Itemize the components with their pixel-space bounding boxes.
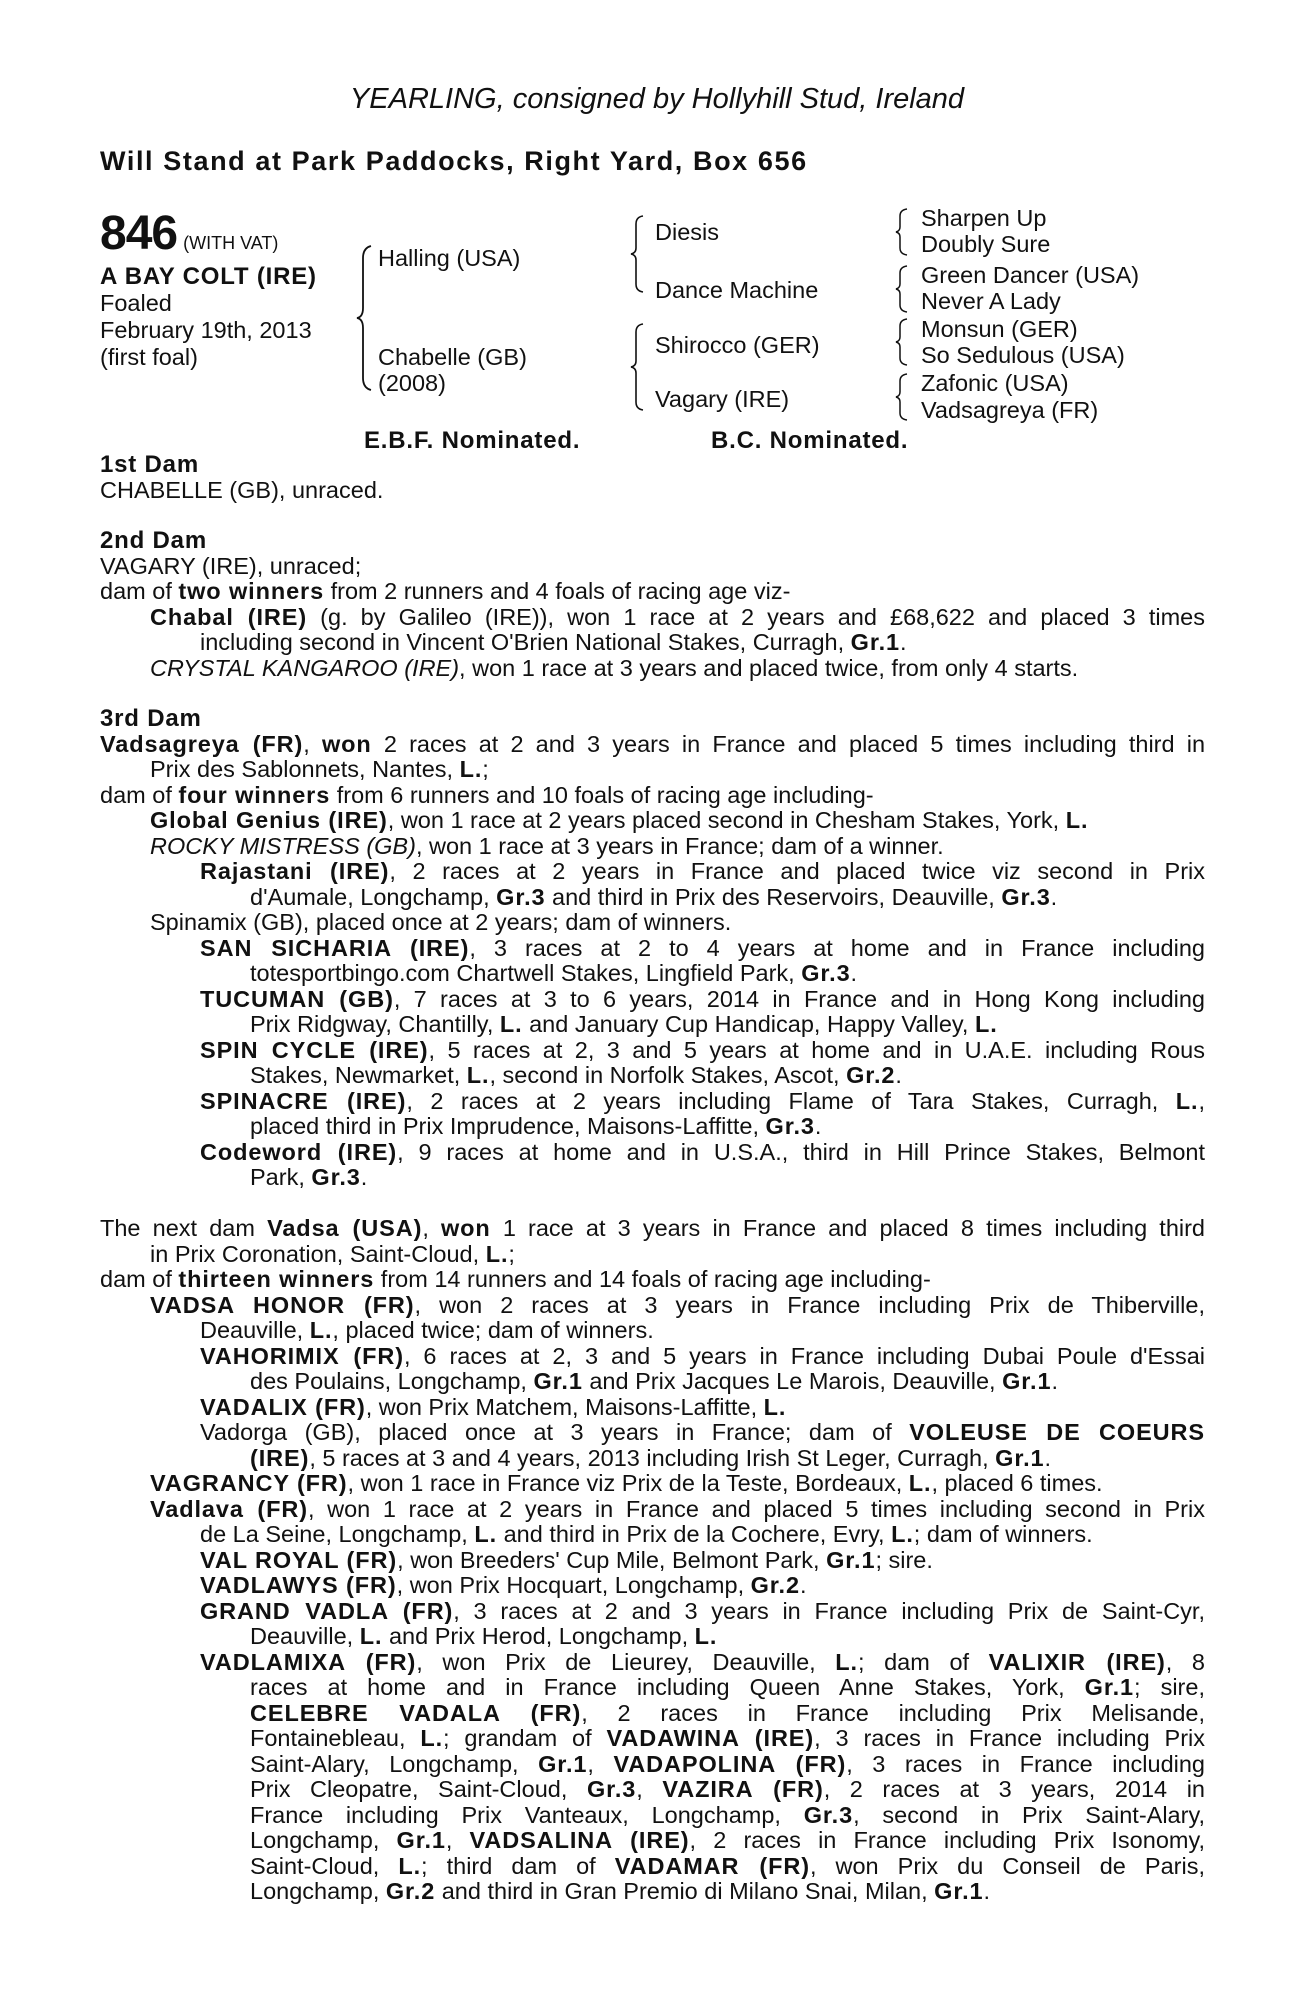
next-dam-line-20: CELEBRE VADALA (FR), 2 races in France including Prix Melisande, (250, 1700, 1205, 1726)
pedigree-brace-g3 (895, 317, 909, 367)
first-dam-text: CHABELLE (GB), unraced. (100, 476, 384, 503)
next-dam-line-5: Deauville, L., placed twice; dam of winners. (200, 1317, 654, 1343)
stable-location: Will Stand at Park Paddocks, Right Yard, Box 656 (100, 146, 808, 176)
pedigree-brace-g4 (895, 372, 909, 422)
next-dam-line-9: Vadorga (GB), placed once at 3 years in France; dam of VOLEUSE DE COEURS (200, 1420, 1205, 1445)
vat-note: (WITH VAT) (183, 233, 279, 253)
next-dam-line-15: VADLAWYS (FR), won Prix Hocquart, Longchamp, Gr.2. (200, 1572, 807, 1598)
ancestor-8: Vadsagreya (FR) (921, 397, 1099, 423)
next-dam-line-19: races at home and in France including Queen Anne Stakes, York, Gr.1; sire, (250, 1675, 1205, 1700)
dam-year: (2008) (378, 370, 446, 396)
third-dam-line-10: totesportbingo.com Chartwell Stakes, Lingfield Park, Gr.3. (250, 960, 858, 986)
first-dam-heading: 1st Dam (100, 451, 199, 478)
next-dam-line-23: Prix Cleopatre, Saint-Cloud, Gr.3, VAZIRA (FR), 2 races at 3 years, 2014 in (250, 1777, 1205, 1802)
next-dam-line-18: VADLAMIXA (FR), won Prix de Lieurey, Deauville, L.; dam of VALIXIR (IRE), 8 (200, 1649, 1205, 1675)
pedigree-brace-g1 (895, 207, 909, 257)
ancestor-7: Zafonic (USA) (921, 370, 1069, 396)
third-dam-line-13: SPIN CYCLE (IRE), 5 races at 2, 3 and 5 years at home and in U.A.E. including Rous (200, 1037, 1205, 1063)
next-dam-section (100, 1216, 1205, 1905)
first-dam-section (100, 452, 1205, 503)
ancestor-5: Monsun (GER) (921, 316, 1078, 342)
next-dam-line-17: Deauville, L. and Prix Herod, Longchamp, L. (250, 1623, 718, 1649)
pedigree-brace-sire (630, 214, 646, 294)
next-dam-line-25: Longchamp, Gr.1, VADSALINA (IRE), 2 races in France including Prix Isonomy, (250, 1828, 1205, 1853)
pedigree-brace-dam (630, 322, 646, 412)
next-dam-line-7: des Poulains, Longchamp, Gr.1 and Prix Jacques Le Marois, Deauville, Gr.1. (250, 1368, 1058, 1394)
lot-number: 846 (100, 207, 178, 260)
second-dam-section (100, 528, 1205, 681)
next-dam-line-3: dam of thirteen winners from 14 runners and 14 foals of racing age including- (100, 1266, 931, 1292)
second-dam-line-1: VAGARY (IRE), unraced; (100, 552, 362, 579)
ancestor-2: Doubly Sure (921, 231, 1051, 257)
sire: Halling (USA) (378, 245, 521, 271)
next-dam-line-2: in Prix Coronation, Saint-Cloud, L.; (150, 1240, 515, 1267)
next-dam-line-21: Fontainebleau, L.; grandam of VADAWINA (IRE), 3 races in France including Prix (250, 1726, 1205, 1751)
next-dam-line-22: Saint-Alary, Longchamp, Gr.1, VADAPOLINA (FR), 3 races in France including (250, 1751, 1205, 1777)
next-dam-line-13: de La Seine, Longchamp, L. and third in Prix de la Cochere, Evry, L.; dam of winners. (200, 1521, 1093, 1547)
next-dam-line-8: VADALIX (FR), won Prix Matchem, Maisons-Laffitte, L. (200, 1393, 787, 1420)
third-dam-line-3: dam of four winners from 6 runners and 10 foals of racing age including- (100, 781, 874, 808)
ebf-nominated: E.B.F. Nominated. (364, 427, 581, 454)
ancestor-3: Green Dancer (USA) (921, 262, 1140, 288)
third-dam-line-2: Prix des Sablonnets, Nantes, L.; (150, 756, 489, 782)
second-dam-line-5: CRYSTAL KANGAROO (IRE), won 1 race at 3 years and placed twice, from only 4 starts. (150, 654, 1079, 681)
next-dam-line-27: Longchamp, Gr.2 and third in Gran Premio di Milano Snai, Milan, Gr.1. (250, 1878, 991, 1904)
dam-sire: Shirocco (GER) (655, 332, 820, 358)
third-dam-line-16: placed third in Prix Imprudence, Maisons-Laffitte, Gr.3. (250, 1113, 822, 1139)
third-dam-line-1: Vadsagreya (FR), won 2 races at 2 and 3 years in France and placed 5 times including third in (100, 731, 1205, 757)
next-dam-line-10: (IRE), 5 races at 3 and 4 years, 2013 including Irish St Leger, Curragh, Gr.1. (250, 1444, 1052, 1471)
sire-sire: Diesis (655, 219, 719, 245)
first-foal-note: (first foal) (100, 344, 198, 370)
next-dam-line-6: VAHORIMIX (FR), 6 races at 2, 3 and 5 years in France including Dubai Poule d'Essai (200, 1343, 1205, 1369)
horse-name: A BAY COLT (IRE) (100, 263, 317, 290)
ancestor-1: Sharpen Up (921, 205, 1047, 231)
third-dam-line-4: Global Genius (IRE), won 1 race at 2 years placed second in Chesham Stakes, York, L. (150, 807, 1089, 833)
second-dam-line-2: dam of two winners from 2 runners and 4 foals of racing age viz- (100, 578, 791, 604)
second-dam-line-3: Chabal (IRE) (g. by Galileo (IRE)), won 1 race at 2 years and £68,622 and placed 3 times (150, 604, 1205, 630)
next-dam-line-1: The next dam Vadsa (USA), won 1 race at 3 years in France and placed 8 times including third (100, 1216, 1205, 1241)
third-dam-line-12: Prix Ridgway, Chantilly, L. and January Cup Handicap, Happy Valley, L. (250, 1011, 998, 1037)
next-dam-line-14: VAL ROYAL (FR), won Breeders' Cup Mile, Belmont Park, Gr.1; sire. (200, 1546, 933, 1573)
lot-info (100, 208, 278, 260)
catalogue-title: YEARLING, consigned by Hollyhill Stud, Ireland (349, 83, 965, 115)
bc-nominated: B.C. Nominated. (711, 427, 909, 454)
third-dam-section (100, 706, 1205, 1191)
next-dam-line-24: France including Prix Vanteaux, Longchamp, Gr.3, second in Prix Saint-Alary, (250, 1802, 1205, 1828)
third-dam-line-14: Stakes, Newmarket, L., second in Norfolk Stakes, Ascot, Gr.2. (250, 1062, 902, 1088)
third-dam-line-5: ROCKY MISTRESS (GB), won 1 race at 3 years in France; dam of a winner. (150, 832, 944, 859)
third-dam-line-18: Park, Gr.3. (250, 1164, 368, 1190)
next-dam-line-12: Vadlava (FR), won 1 race at 2 years in France and placed 5 times including second in Prix (150, 1496, 1205, 1522)
foaled-date: February 19th, 2013 (100, 317, 312, 343)
next-dam-line-26: Saint-Cloud, L.; third dam of VADAMAR (FR), won Prix du Conseil de Paris, (250, 1853, 1205, 1879)
third-dam-line-17: Codeword (IRE), 9 races at home and in U.S.A., third in Hill Prince Stakes, Belmont (200, 1139, 1205, 1165)
third-dam-line-8: Spinamix (GB), placed once at 2 years; dam of winners. (150, 909, 732, 935)
second-dam-heading: 2nd Dam (100, 527, 207, 554)
dam-dam: Vagary (IRE) (655, 386, 790, 412)
next-dam-line-4: VADSA HONOR (FR), won 2 races at 3 years in France including Prix de Thiberville, (150, 1292, 1205, 1318)
third-dam-line-15: SPINACRE (IRE), 2 races at 2 years including Flame of Tara Stakes, Curragh, L., (200, 1088, 1205, 1114)
next-dam-line-16: GRAND VADLA (FR), 3 races at 2 and 3 years in France including Prix de Saint-Cyr, (200, 1598, 1205, 1624)
ancestor-4: Never A Lady (921, 288, 1061, 314)
foaled-label: Foaled (100, 290, 172, 316)
second-dam-line-4: including second in Vincent O'Brien National Stakes, Curragh, Gr.1. (200, 629, 907, 655)
third-dam-line-7: d'Aumale, Longchamp, Gr.3 and third in Prix des Reservoirs, Deauville, Gr.3. (250, 883, 1058, 910)
pedigree-brace-main (355, 244, 375, 392)
dam: Chabelle (GB) (378, 344, 527, 370)
ancestor-6: So Sedulous (USA) (921, 342, 1125, 368)
third-dam-line-6: Rajastani (IRE), 2 races at 2 years in France and placed twice viz second in Prix (200, 859, 1205, 884)
sire-dam: Dance Machine (655, 277, 819, 303)
third-dam-heading: 3rd Dam (100, 705, 202, 732)
next-dam-line-11: VAGRANCY (FR), won 1 race in France viz Prix de la Teste, Bordeaux, L., placed 6 times. (150, 1470, 1103, 1496)
third-dam-line-11: TUCUMAN (GB), 7 races at 3 to 6 years, 2014 in France and in Hong Kong including (200, 986, 1205, 1012)
third-dam-line-9: SAN SICHARIA (IRE), 3 races at 2 to 4 years at home and in France including (200, 935, 1205, 961)
pedigree-brace-g2 (895, 264, 909, 314)
